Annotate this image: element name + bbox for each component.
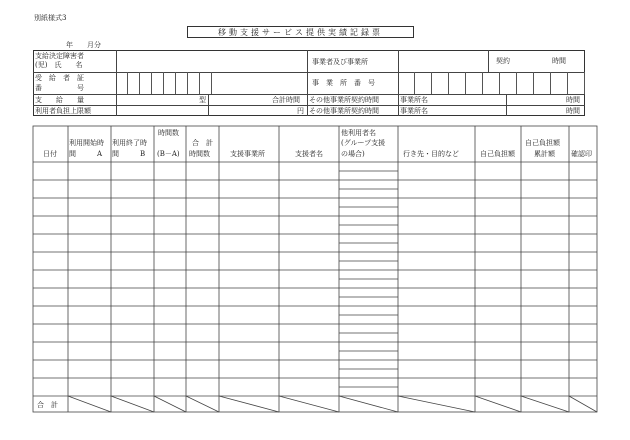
col-end-2: 間 B xyxy=(112,150,146,158)
recipient-label: 支給決定障害者 xyxy=(35,52,84,60)
year-month: 年 月分 xyxy=(66,41,101,49)
col-others: 他利用者名 xyxy=(341,129,376,137)
other-contract-2: その他事業所契約時間 xyxy=(309,107,379,115)
cap-label: 利用者負担上限額 xyxy=(35,107,91,115)
total-row-label: 合 計 xyxy=(37,401,58,409)
office-name-2: 事業所名 xyxy=(400,107,428,115)
col-others-2: (グループ支援 xyxy=(341,139,386,147)
total-time-label: 合計時間 xyxy=(272,96,300,104)
cert-label: 受 給 者 証 xyxy=(35,74,84,82)
col-supporter: 支援者名 xyxy=(295,150,323,158)
form-id: 別紙様式3 xyxy=(34,14,67,22)
office-number-label: 事 業 所 番 号 xyxy=(312,79,375,87)
col-total: 合 計 xyxy=(192,139,213,147)
page-title: 移動支援サービス提供実績記録票 xyxy=(187,26,414,38)
supply-label: 支 給 量 xyxy=(35,96,84,104)
col-end: 利用終了時 xyxy=(112,139,147,147)
col-hours: 時間数 xyxy=(158,129,179,137)
col-start: 利用開始時 xyxy=(69,139,104,147)
cap-unit: 円 xyxy=(297,107,304,115)
hours-2: 時間 xyxy=(566,107,580,115)
col-start-2: 間 A xyxy=(69,150,103,158)
contract-hours-label: 時間 xyxy=(552,57,566,65)
col-others-3: の場合) xyxy=(341,150,365,158)
office-name-1: 事業所名 xyxy=(400,96,428,104)
col-cumulative: 自己負担額 xyxy=(525,139,560,147)
col-support-office: 支援事業所 xyxy=(230,150,265,158)
recipient-label-2: (児) 氏 名 xyxy=(35,61,83,69)
other-contract-1: その他事業所契約時間 xyxy=(309,96,379,104)
col-hours-2: (B－A) xyxy=(157,150,180,158)
supply-unit: 型 xyxy=(199,96,206,104)
provider-label: 事業者及び事業所 xyxy=(312,58,368,66)
col-destination: 行き先・目的など xyxy=(403,150,459,158)
col-self-pay: 自己負担額 xyxy=(480,150,515,158)
hours-1: 時間 xyxy=(566,96,580,104)
col-total-2: 時間数 xyxy=(189,150,210,158)
col-confirm: 確認印 xyxy=(571,150,592,158)
cert-label-2: 番 号 xyxy=(35,84,84,92)
col-date: 日付 xyxy=(43,150,57,158)
contract-label: 契約 xyxy=(496,57,510,65)
col-cumulative-2: 累計額 xyxy=(534,150,555,158)
